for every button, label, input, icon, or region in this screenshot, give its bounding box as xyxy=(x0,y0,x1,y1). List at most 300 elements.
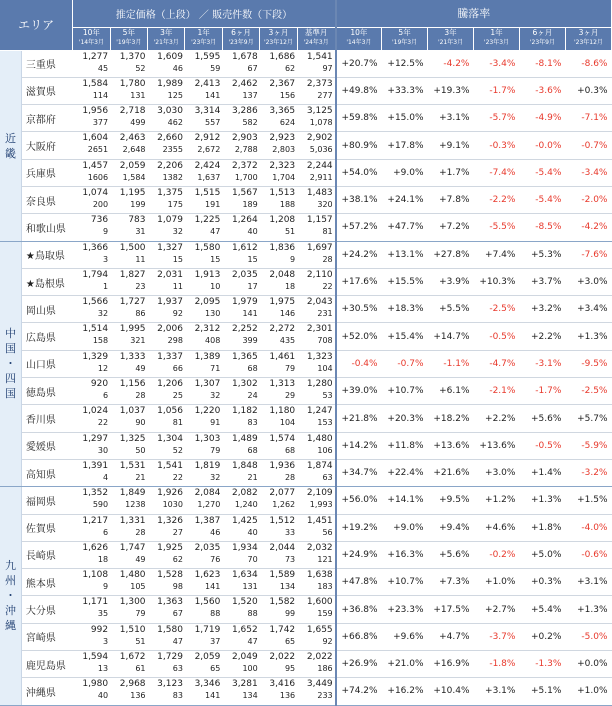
price-value: 1,302 xyxy=(231,379,258,390)
rate-col-header xyxy=(519,27,565,50)
table-row xyxy=(0,241,612,268)
price-col-header xyxy=(148,27,185,50)
price-cell xyxy=(260,77,297,104)
rate-cell: +3.2% xyxy=(519,296,565,323)
count-value: 66 xyxy=(172,363,183,373)
price-value: 2,252 xyxy=(231,324,258,335)
count-value: 33 xyxy=(284,527,296,537)
price-value: 1,300 xyxy=(119,597,146,608)
price-value: 2,923 xyxy=(269,133,296,144)
prefecture-name: 兵庫県 xyxy=(21,159,72,186)
rate-cell: +16.2% xyxy=(382,678,428,705)
price-cell xyxy=(148,159,185,186)
price-value: 2,032 xyxy=(306,542,333,553)
rate-cell: +19.2% xyxy=(336,514,382,541)
count-value: 158 xyxy=(92,336,109,346)
rate-cell: +2.2% xyxy=(474,405,520,432)
price-value: 1,594 xyxy=(82,652,109,663)
rate-cell: +34.7% xyxy=(336,459,382,486)
count-value: 321 xyxy=(130,336,146,346)
rate-cell: +18.2% xyxy=(428,405,474,432)
col-label: 10年 xyxy=(82,27,100,37)
count-value: 11 xyxy=(135,254,146,264)
price-cell xyxy=(110,132,147,159)
count-value: 4 xyxy=(103,472,109,482)
rate-cell: -0.5% xyxy=(474,323,520,350)
price-value: 1,297 xyxy=(82,433,109,444)
rate-cell: +9.5% xyxy=(428,487,474,514)
rate-cell: +13.1% xyxy=(382,241,428,268)
price-cell xyxy=(260,678,297,705)
price-cell xyxy=(185,651,222,678)
price-value: 1,024 xyxy=(82,406,109,417)
rate-cell: +9.6% xyxy=(382,623,428,650)
rate-cell: +4.7% xyxy=(428,623,474,650)
col-label: 10年 xyxy=(350,27,368,37)
price-value: 2,312 xyxy=(194,324,221,335)
price-cell xyxy=(297,350,336,377)
count-value: 61 xyxy=(135,664,146,674)
count-value: 141 xyxy=(205,691,221,701)
price-value: 1,307 xyxy=(194,379,221,390)
prefecture-name: 香川県 xyxy=(21,405,72,432)
rate-cell: +52.0% xyxy=(336,323,382,350)
price-cell xyxy=(110,268,147,295)
prefecture-name: 岡山県 xyxy=(21,296,72,323)
price-value: 1,584 xyxy=(82,78,109,89)
count-value: 141 xyxy=(242,309,258,319)
rate-cell: +1.2% xyxy=(474,487,520,514)
price-value: 2,372 xyxy=(231,160,258,171)
table-row xyxy=(0,378,612,405)
price-value: 1,874 xyxy=(306,460,333,471)
price-cell xyxy=(148,596,185,623)
price-value: 1,827 xyxy=(119,269,146,280)
col-sublabel: '19年3月 xyxy=(392,38,418,46)
count-value: 231 xyxy=(317,309,333,319)
price-cell xyxy=(297,214,336,241)
price-value: 1,264 xyxy=(231,215,258,226)
rate-cell: +15.0% xyxy=(382,105,428,132)
count-value: 18 xyxy=(97,554,109,564)
count-value: 15 xyxy=(247,254,258,264)
price-value: 2,077 xyxy=(269,488,296,499)
price-value: 1,108 xyxy=(82,570,109,581)
count-value: 95 xyxy=(284,664,296,674)
price-value: 1,331 xyxy=(119,515,146,526)
price-value: 1,937 xyxy=(157,297,183,308)
count-value: 141 xyxy=(205,90,221,100)
rate-cell: +1.0% xyxy=(565,678,611,705)
price-value: 2,902 xyxy=(306,133,333,144)
rate-cell: +10.7% xyxy=(382,378,428,405)
price-value: 1,541 xyxy=(157,460,183,471)
count-value: 6 xyxy=(103,391,109,401)
price-cell xyxy=(222,514,259,541)
price-cell xyxy=(260,268,297,295)
table-row xyxy=(0,350,612,377)
rate-cell: -8.5% xyxy=(519,214,565,241)
prefecture-name: 奈良県 xyxy=(21,186,72,213)
prefecture-name: 大阪府 xyxy=(21,132,72,159)
rate-cell: -8.1% xyxy=(519,50,565,77)
count-value: 88 xyxy=(247,609,258,619)
rate-cell: -7.4% xyxy=(474,159,520,186)
price-col-header xyxy=(260,27,297,50)
price-value: 1,195 xyxy=(119,187,146,198)
price-group-header: 推定価格（上段） ／ 販売件数（下段） xyxy=(73,0,336,27)
price-cell xyxy=(148,514,185,541)
rate-cell: +1.7% xyxy=(428,159,474,186)
count-value: 1,584 xyxy=(122,172,146,182)
price-cell xyxy=(222,432,259,459)
count-value: 50 xyxy=(135,445,146,455)
price-value: 2,462 xyxy=(231,78,258,89)
price-cell xyxy=(110,459,147,486)
price-cell xyxy=(297,405,336,432)
price-cell xyxy=(222,487,259,514)
price-cell xyxy=(260,378,297,405)
price-value: 1,528 xyxy=(157,570,183,581)
count-value: 40 xyxy=(97,691,109,701)
rate-cell: +1.3% xyxy=(565,323,611,350)
rate-cell: -9.5% xyxy=(565,350,611,377)
count-value: 12 xyxy=(97,363,109,373)
count-value: 67 xyxy=(172,609,183,619)
price-value: 2,413 xyxy=(194,78,221,89)
rate-cell: -4.7% xyxy=(474,350,520,377)
count-value: 624 xyxy=(279,118,296,128)
count-value: 3 xyxy=(103,254,109,264)
prefecture-name: 和歌山県 xyxy=(21,214,72,241)
rate-cell: +38.1% xyxy=(336,186,382,213)
price-value: 1,327 xyxy=(157,242,183,253)
price-value: 2,718 xyxy=(119,106,146,117)
table-row xyxy=(0,186,612,213)
price-value: 1,989 xyxy=(157,78,183,89)
count-value: 1,700 xyxy=(234,172,258,182)
count-value: 1,993 xyxy=(309,500,333,510)
count-value: 557 xyxy=(205,118,221,128)
count-value: 2,672 xyxy=(197,145,221,155)
price-value: 2,084 xyxy=(194,488,221,499)
rate-cell: +3.0% xyxy=(474,459,520,486)
count-value: 29 xyxy=(284,391,296,401)
count-value: 1,270 xyxy=(197,500,221,510)
table-row xyxy=(0,105,612,132)
price-value: 3,416 xyxy=(269,679,296,690)
price-value: 1,956 xyxy=(82,106,109,117)
price-cell xyxy=(73,459,110,486)
rate-cell: +10.3% xyxy=(474,268,520,295)
price-value: 2,031 xyxy=(157,269,183,280)
count-value: 188 xyxy=(279,199,296,209)
count-value: 2,803 xyxy=(272,145,296,155)
price-value: 1,056 xyxy=(157,406,183,417)
price-value: 1,329 xyxy=(82,351,109,362)
count-value: 18 xyxy=(284,281,296,291)
count-value: 37 xyxy=(210,636,221,646)
count-value: 56 xyxy=(322,527,333,537)
rate-col-header xyxy=(382,27,428,50)
count-value: 40 xyxy=(247,227,258,237)
price-cell xyxy=(297,651,336,678)
count-value: 1,637 xyxy=(197,172,221,182)
price-cell xyxy=(148,569,185,596)
count-value: 49 xyxy=(135,554,146,564)
rate-cell: +56.0% xyxy=(336,487,382,514)
table-row xyxy=(0,159,612,186)
rate-cell: +54.0% xyxy=(336,159,382,186)
rate-col-header xyxy=(565,27,611,50)
rate-cell: +20.3% xyxy=(382,405,428,432)
price-cell xyxy=(73,569,110,596)
count-value: 9 xyxy=(103,227,109,237)
price-cell xyxy=(148,296,185,323)
count-value: 92 xyxy=(172,309,183,319)
price-cell xyxy=(185,214,222,241)
price-cell xyxy=(110,405,147,432)
table-row xyxy=(0,432,612,459)
rate-cell: +14.7% xyxy=(428,323,474,350)
price-cell xyxy=(222,541,259,568)
rate-cell: -0.6% xyxy=(565,541,611,568)
col-sublabel: '23年9月 xyxy=(228,38,254,46)
col-sublabel: '23年12月 xyxy=(573,38,603,46)
price-value: 3,030 xyxy=(157,106,183,117)
count-value: 22 xyxy=(172,472,183,482)
price-value: 2,059 xyxy=(194,652,221,663)
price-value: 1,819 xyxy=(194,460,221,471)
rate-cell: +11.8% xyxy=(382,432,428,459)
price-value: 2,660 xyxy=(157,133,183,144)
price-cell xyxy=(222,405,259,432)
price-cell xyxy=(148,623,185,650)
prefecture-name: 鹿児島県 xyxy=(21,651,72,678)
price-cell xyxy=(297,487,336,514)
count-value: 104 xyxy=(279,418,296,428)
price-cell xyxy=(260,50,297,77)
rate-cell: +7.4% xyxy=(474,241,520,268)
count-value: 46 xyxy=(210,527,221,537)
rate-cell: -5.4% xyxy=(519,159,565,186)
price-cell xyxy=(73,50,110,77)
rate-cell: +17.5% xyxy=(428,596,474,623)
price-value: 1,678 xyxy=(231,51,258,62)
price-value: 1,451 xyxy=(306,515,333,526)
table-row xyxy=(0,569,612,596)
rate-cell: +10.7% xyxy=(382,569,428,596)
price-cell xyxy=(260,132,297,159)
price-value: 1,742 xyxy=(269,624,296,635)
count-value: 15 xyxy=(172,254,183,264)
price-cell xyxy=(297,77,336,104)
count-value: 30 xyxy=(97,445,109,455)
price-value: 1,510 xyxy=(119,624,146,635)
price-cell xyxy=(73,105,110,132)
price-value: 1,589 xyxy=(269,570,296,581)
price-value: 920 xyxy=(90,379,109,390)
price-value: 1,037 xyxy=(119,406,146,417)
price-value: 1,747 xyxy=(119,542,146,553)
price-cell xyxy=(185,405,222,432)
rate-cell: +21.6% xyxy=(428,459,474,486)
price-cell xyxy=(110,651,147,678)
price-cell xyxy=(110,105,147,132)
price-cell xyxy=(297,296,336,323)
rate-cell: +9.4% xyxy=(428,514,474,541)
rate-cell: -0.2% xyxy=(474,541,520,568)
rate-cell: +57.2% xyxy=(336,214,382,241)
price-cell xyxy=(297,459,336,486)
price-cell xyxy=(185,296,222,323)
rate-cell: +5.5% xyxy=(428,296,474,323)
count-value: 47 xyxy=(172,636,183,646)
price-cell xyxy=(260,569,297,596)
count-value: 17 xyxy=(247,281,258,291)
rate-cell: -5.7% xyxy=(474,105,520,132)
price-cell xyxy=(110,569,147,596)
price-cell xyxy=(148,241,185,268)
price-cell xyxy=(148,405,185,432)
count-value: 1,078 xyxy=(309,118,333,128)
count-value: 191 xyxy=(205,199,221,209)
price-cell xyxy=(185,77,222,104)
count-value: 22 xyxy=(97,418,109,428)
rate-cell: +20.7% xyxy=(336,50,382,77)
price-cell xyxy=(110,241,147,268)
region-label: 九 州 ・ 沖 縄 xyxy=(0,487,21,705)
price-cell xyxy=(260,350,297,377)
price-value: 1,600 xyxy=(306,597,333,608)
price-cell xyxy=(222,159,259,186)
price-value: 1,489 xyxy=(231,433,258,444)
price-cell xyxy=(148,323,185,350)
count-value: 47 xyxy=(210,227,221,237)
rate-cell: -0.0% xyxy=(519,132,565,159)
price-value: 1,156 xyxy=(119,379,146,390)
price-cell xyxy=(297,159,336,186)
rate-cell: +9.1% xyxy=(428,132,474,159)
price-col-header xyxy=(297,27,336,50)
price-value: 1,612 xyxy=(231,242,258,253)
price-cell xyxy=(297,132,336,159)
price-value: 2,044 xyxy=(269,542,296,553)
price-cell xyxy=(222,105,259,132)
table-row xyxy=(0,623,612,650)
prefecture-name: 高知県 xyxy=(21,459,72,486)
price-value: 1,727 xyxy=(119,297,146,308)
count-value: 159 xyxy=(317,609,333,619)
rate-cell: -3.4% xyxy=(474,50,520,77)
rate-cell: +49.8% xyxy=(336,77,382,104)
count-value: 71 xyxy=(210,363,221,373)
count-value: 35 xyxy=(97,609,109,619)
price-value: 1,225 xyxy=(194,215,221,226)
price-cell xyxy=(185,459,222,486)
price-cell xyxy=(222,378,259,405)
count-value: 53 xyxy=(322,391,333,401)
rate-cell: +14.2% xyxy=(336,432,382,459)
rate-cell: -5.4% xyxy=(519,186,565,213)
prefecture-name: 広島県 xyxy=(21,323,72,350)
price-value: 1,480 xyxy=(119,570,146,581)
price-value: 1,925 xyxy=(157,542,183,553)
count-value: 141 xyxy=(205,582,221,592)
price-value: 1,655 xyxy=(306,624,333,635)
count-value: 2,911 xyxy=(309,172,333,182)
price-value: 1,936 xyxy=(269,460,296,471)
count-value: 590 xyxy=(92,500,109,510)
price-cell xyxy=(110,186,147,213)
price-value: 1,913 xyxy=(194,269,221,280)
price-value: 1,425 xyxy=(231,515,258,526)
price-cell xyxy=(148,678,185,705)
count-value: 28 xyxy=(322,254,333,264)
price-col-header xyxy=(222,27,259,50)
rate-cell: +5.4% xyxy=(519,596,565,623)
price-cell xyxy=(110,541,147,568)
price-value: 1,180 xyxy=(269,406,296,417)
price-cell xyxy=(185,541,222,568)
prefecture-name: 佐賀県 xyxy=(21,514,72,541)
price-value: 1,483 xyxy=(306,187,333,198)
region-label: 近 畿 xyxy=(0,50,21,241)
price-value: 1,729 xyxy=(157,652,183,663)
rate-cell: +3.0% xyxy=(565,268,611,295)
price-value: 2,109 xyxy=(306,488,333,499)
price-cell xyxy=(222,569,259,596)
rate-cell: +74.2% xyxy=(336,678,382,705)
count-value: 1,240 xyxy=(234,500,258,510)
price-cell xyxy=(148,214,185,241)
col-sublabel: '24年3月 xyxy=(303,38,329,46)
rate-cell: -0.5% xyxy=(519,432,565,459)
count-value: 2,788 xyxy=(234,145,258,155)
price-value: 2,022 xyxy=(306,652,333,663)
price-value: 1,849 xyxy=(119,488,146,499)
count-value: 175 xyxy=(167,199,183,209)
price-cell xyxy=(185,678,222,705)
rate-cell: +47.8% xyxy=(336,569,382,596)
price-value: 1,604 xyxy=(82,133,109,144)
count-value: 31 xyxy=(135,227,146,237)
price-cell xyxy=(110,432,147,459)
price-cell xyxy=(73,514,110,541)
price-cell xyxy=(148,350,185,377)
price-value: 1,580 xyxy=(194,242,221,253)
price-cell xyxy=(148,541,185,568)
rate-cell: +9.0% xyxy=(382,514,428,541)
price-value: 1,926 xyxy=(157,488,183,499)
price-cell xyxy=(222,77,259,104)
price-cell xyxy=(185,132,222,159)
count-value: 125 xyxy=(167,90,183,100)
price-cell xyxy=(185,514,222,541)
col-label: 1年 xyxy=(197,27,210,37)
count-value: 68 xyxy=(284,445,296,455)
price-value: 2,110 xyxy=(306,269,333,280)
price-cell xyxy=(222,651,259,678)
price-value: 1,794 xyxy=(82,269,109,280)
price-value: 3,125 xyxy=(306,106,333,117)
price-value: 3,449 xyxy=(306,679,333,690)
price-value: 1,363 xyxy=(157,597,183,608)
price-value: 1,391 xyxy=(82,460,109,471)
rate-cell: +13.6% xyxy=(428,432,474,459)
price-value: 1,979 xyxy=(231,297,258,308)
price-cell xyxy=(73,378,110,405)
